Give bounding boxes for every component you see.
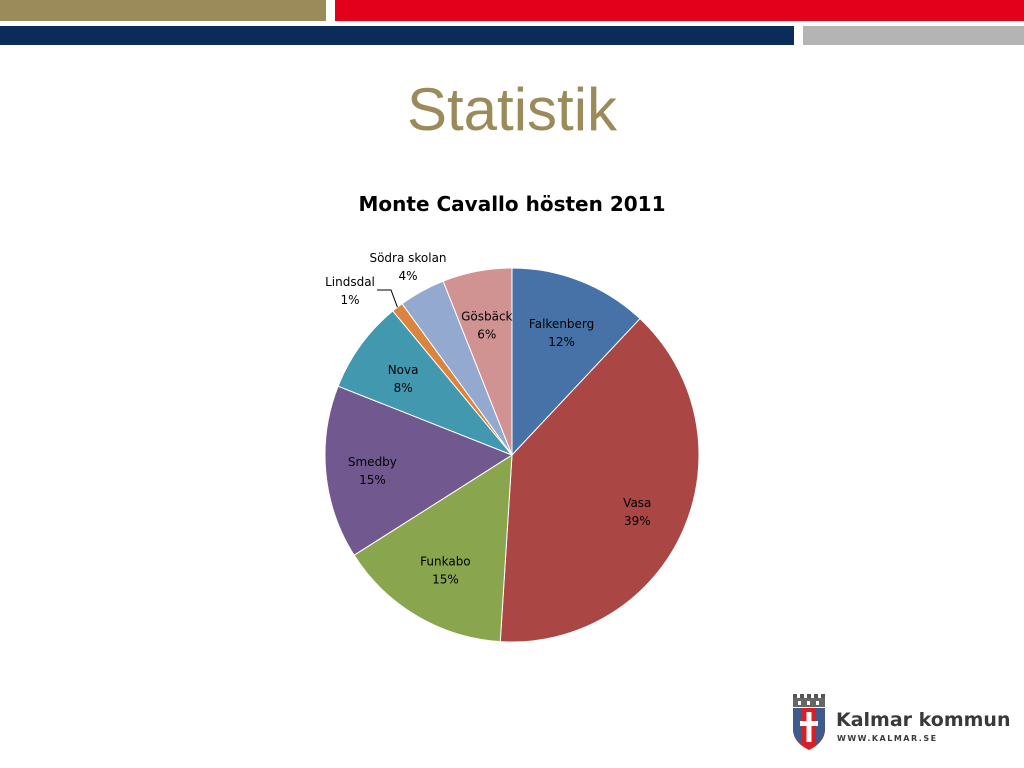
slice-label: Falkenberg (528, 316, 595, 331)
slice-value-label: 15% (432, 572, 459, 587)
slice-value-label: 8% (393, 380, 413, 395)
logo-name: Kalmar kommun (836, 709, 1011, 731)
slice-label: Lindsdal (325, 275, 375, 289)
slice-label: Funkabo (420, 554, 471, 569)
slice-label: Smedby (347, 455, 397, 470)
leader-line-lindsdal (377, 290, 397, 307)
slice-value-label: 12% (548, 334, 575, 349)
slice-value-label: 1% (340, 293, 360, 307)
slice-label: Gösbäck (461, 309, 513, 324)
slice-value-label: 39% (623, 514, 651, 529)
kalmar-coat-of-arms-icon (790, 693, 830, 753)
slice-value-label: 15% (359, 473, 386, 488)
logo-url: WWW.KALMAR.SE (837, 734, 938, 743)
slice-value-label: 4% (398, 269, 418, 283)
slice-value-label: 6% (477, 327, 497, 342)
kalmar-logo (790, 693, 1011, 753)
chart-title: Monte Cavallo hösten 2011 (358, 192, 666, 216)
slice-label: Vasa (623, 496, 652, 511)
slide-title: Statistik (406, 76, 618, 143)
slice-label: Nova (387, 362, 419, 377)
slice-label: Södra skolan (369, 251, 447, 265)
